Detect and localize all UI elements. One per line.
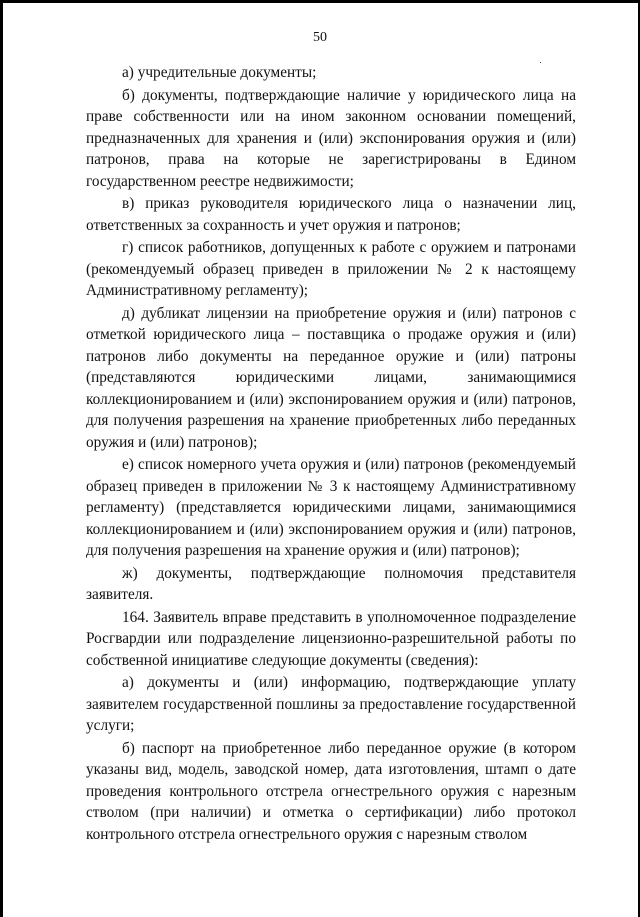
paragraph-g-employee-list: г) список работников, допущенных к работе с оружием и патронами (рекомендуемый образец приведен в приложении № 2 к настоящему Административному регламенту); <box>86 239 576 299</box>
scan-border-left <box>0 0 3 917</box>
page-number: 50 <box>313 30 327 45</box>
paragraph-zh-authority-documents: ж) документы, подтверждающие полномочия представителя заявителя. <box>86 564 576 603</box>
paragraph-v-order: в) приказ руководителя юридического лица о назначении лиц, ответственных за сохранность и учет оружия и патронов; <box>86 195 576 234</box>
paragraph-e-numbered-list: е) список номерного учета оружия и (или) патронов (рекомендуемый образец приведен в приложении № 3 к настоящему Административному регламенту) (представляется юридическими лицами, занимающимися коллекционированием и (или) экспонированием оружия и (или) патронов, для получения разрешения на хранение оружия и (или) патронов); <box>86 456 576 559</box>
paragraph-b-weapon-passport: б) паспорт на приобретенное либо переданное оружие (в котором указаны вид, модель, заводской номер, дата изготовления, штамп о дате проведения контрольного отстрела огнестрельного оружия с нарезным стволом (при наличии) и отметка о сертификации) либо протокол контрольного отстрела огнестрельного оружия с нарезным стволом <box>86 739 576 843</box>
paragraph-d-license-duplicate: д) дубликат лицензии на приобретение оружия и (или) патронов с отметкой юридического лица – поставщика о продаже оружия и (или) патронов либо документы на переданное оружие и (или) патроны (представляются юридическими лицами, занимающимися коллекционированием и (или) экспонированием оружия и (или) патронов, для получения разрешения на хранение приобретенных либо переданных оружия и (или) патронов); <box>86 304 576 451</box>
document-body <box>86 62 576 845</box>
scan-border-top <box>0 0 640 3</box>
paragraph-164-optional-documents: 164. Заявитель вправе представить в уполномоченное подразделение Росгвардии или подразделение лицензионно-разрешительной работы по собственной инициативе следующие документы (сведения): <box>86 608 576 669</box>
paragraph-a-state-fee: а) документы и (или) информацию, подтверждающие уплату заявителем государственной пошлины за предоставление государственной услуги; <box>86 674 576 734</box>
paragraph-a-founding-documents: а) учредительные документы; <box>122 64 317 81</box>
paragraph-b-premises-documents: б) документы, подтверждающие наличие у юридического лица на праве собственности или на ином законном основании помещений, предназначенных для хранения и (или) экспонирования оружия и (или) патронов, права на которые не зарегистрированы в Едином государственном реестре недвижимости; <box>86 86 576 190</box>
